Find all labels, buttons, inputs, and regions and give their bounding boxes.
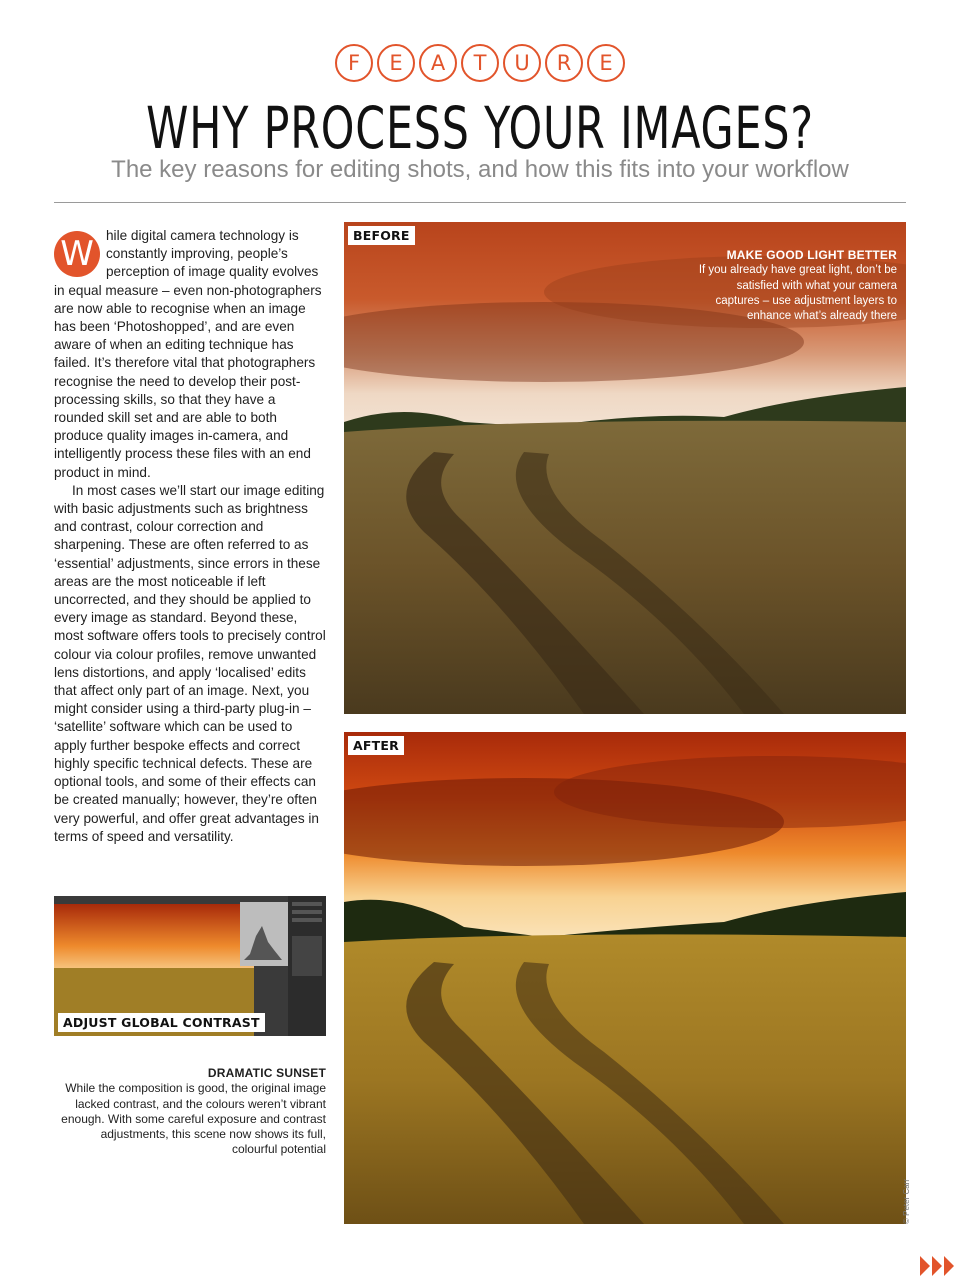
- screenshot-label: ADJUST GLOBAL CONTRAST: [58, 1013, 265, 1032]
- caption-text: If you already have great light, don’t be satisfied with what your camera captures – use adjustment layers to enhance what’s already there: [698, 264, 897, 323]
- before-photo: [344, 222, 906, 714]
- feature-letter: E: [587, 44, 625, 82]
- article-body: [54, 227, 326, 846]
- after-photo-image: [344, 732, 906, 1224]
- article-paragraph: [54, 227, 326, 482]
- feature-letter: T: [461, 44, 499, 82]
- before-label: BEFORE: [348, 226, 415, 245]
- paragraph-text: hile digital camera technology is constantly improving, people’s perception of image quality evolves in equal measure – even non-photographers are now able to recognise when an image has been ‘Photoshopped’, and are even aware of when an editing technique has failed. It’s therefore vital that photographers recognise the need to develop their post-processing skills, so that they have a rounded skill set and are able to both produce quality images in-camera, and intelligently process these files with an end product in mind.: [54, 228, 322, 480]
- next-page-arrows-icon: [920, 1252, 960, 1280]
- feature-letter: U: [503, 44, 541, 82]
- photoshop-screenshot: [54, 896, 326, 1036]
- feature-kicker: [0, 44, 960, 82]
- after-label: AFTER: [348, 736, 404, 755]
- caption-title: MAKE GOOD LIGHT BETTER: [726, 248, 897, 262]
- after-photo: [344, 732, 906, 1224]
- caption-text: While the composition is good, the original image lacked contrast, and the colours weren’t vibrant enough. With some careful exposure and contrast adjustments, this scene now shows its full, colourful potential: [61, 1081, 326, 1157]
- feature-letter: R: [545, 44, 583, 82]
- photo-caption: [54, 1066, 326, 1158]
- feature-letter: A: [419, 44, 457, 82]
- page-title: WHY PROCESS YOUR IMAGES?: [146, 94, 814, 162]
- caption-title: DRAMATIC SUNSET: [207, 1066, 326, 1080]
- article-paragraph: In most cases we’ll start our image editing with basic adjustments such as brightness and contrast, colour correction and sharpening. These are often referred to as ‘essential’ adjustments, since errors in these areas are the most noticeable if left uncorrected, and they should be applied to every image as standard. Beyond these, most software offers tools to precisely control colour via colour profiles, remove unwanted lens distortions, and apply ‘localised’ edits that affect only part of an image. Next, you might consider using a third-party plug-in – ‘satellite’ software which can be used to apply further bespoke effects and correct highly specific technical defects. These are optional tools, and some of their effects can be created manually; however, they’re often very powerful, and offer great advantages in terms of speed and versatility.: [54, 482, 326, 844]
- page-subtitle: The key reasons for editing shots, and how this fits into your workflow: [111, 156, 849, 183]
- header-divider: [54, 202, 906, 203]
- dropcap: W: [54, 231, 100, 277]
- feature-letter: F: [335, 44, 373, 82]
- feature-letter: E: [377, 44, 415, 82]
- photo-credit: © Peter Carr: [902, 1178, 911, 1224]
- before-caption: [697, 248, 897, 324]
